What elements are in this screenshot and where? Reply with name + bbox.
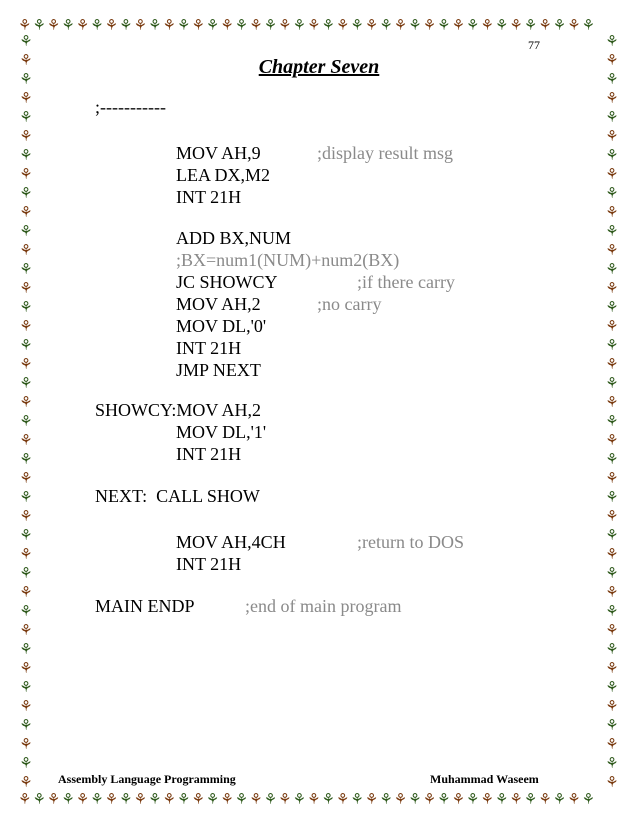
code-comment: ;display result msg [317,143,453,163]
separator-comment: ;----------- [95,97,166,117]
footer-left: Assembly Language Programming [58,772,236,786]
code-line: INT 21H [176,554,242,574]
code-line: MOV AH,4CH [176,532,286,552]
page-number: 77 [528,38,540,52]
code-line: MOV DL,'0' [176,316,267,336]
footer-right: Muhammad Waseem [430,772,539,786]
code-line: INT 21H [176,338,242,358]
code-line: MOV AH,9 [176,143,261,163]
code-line: JMP NEXT [176,360,261,380]
code-line: MOV DL,'1' [176,422,267,442]
code-comment: ;no carry [317,294,382,314]
decorative-border-right: ⚘ ⚘ ⚘ ⚘ ⚘ ⚘ ⚘ ⚘ ⚘ ⚘ ⚘ ⚘ ⚘ ⚘ ⚘ ⚘ ⚘ ⚘ ⚘ ⚘ ⚘ ⚘ ⚘ ⚘ ⚘ ⚘ ⚘ ⚘ ⚘ ⚘ ⚘ ⚘ ⚘ ⚘ ⚘ ⚘ ⚘ ⚘ ⚘ ⚘ [605,34,619,791]
code-line: MOV AH,2 [176,294,261,314]
code-comment: ;if there carry [357,272,455,292]
code-line: ADD BX,NUM [176,228,292,248]
code-comment: ;end of main program [245,596,402,616]
code-line: NEXT: CALL SHOW [95,486,260,506]
decorative-border-bottom: ⚘⚘⚘⚘⚘⚘⚘⚘⚘⚘⚘⚘⚘⚘⚘⚘⚘⚘⚘⚘⚘⚘⚘⚘⚘⚘⚘⚘⚘⚘⚘⚘⚘⚘⚘⚘⚘⚘⚘⚘ [18,792,597,808]
code-line: LEA DX,M2 [176,165,270,185]
code-line: SHOWCY:MOV AH,2 [95,400,262,420]
code-comment: ;BX=num1(NUM)+num2(BX) [176,250,400,270]
code-line: JC SHOWCY [176,272,278,292]
code-line: INT 21H [176,444,242,464]
decorative-border-top: ⚘⚘⚘⚘⚘⚘⚘⚘⚘⚘⚘⚘⚘⚘⚘⚘⚘⚘⚘⚘⚘⚘⚘⚘⚘⚘⚘⚘⚘⚘⚘⚘⚘⚘⚘⚘⚘⚘⚘⚘ [18,18,597,34]
code-comment: ;return to DOS [357,532,464,552]
code-line: MAIN ENDP [95,596,195,616]
decorative-border-left: ⚘ ⚘ ⚘ ⚘ ⚘ ⚘ ⚘ ⚘ ⚘ ⚘ ⚘ ⚘ ⚘ ⚘ ⚘ ⚘ ⚘ ⚘ ⚘ ⚘ ⚘ ⚘ ⚘ ⚘ ⚘ ⚘ ⚘ ⚘ ⚘ ⚘ ⚘ ⚘ ⚘ ⚘ ⚘ ⚘ ⚘ ⚘ ⚘ ⚘ [19,34,33,791]
code-line: INT 21H [176,187,242,207]
chapter-title: Chapter Seven [258,56,380,78]
